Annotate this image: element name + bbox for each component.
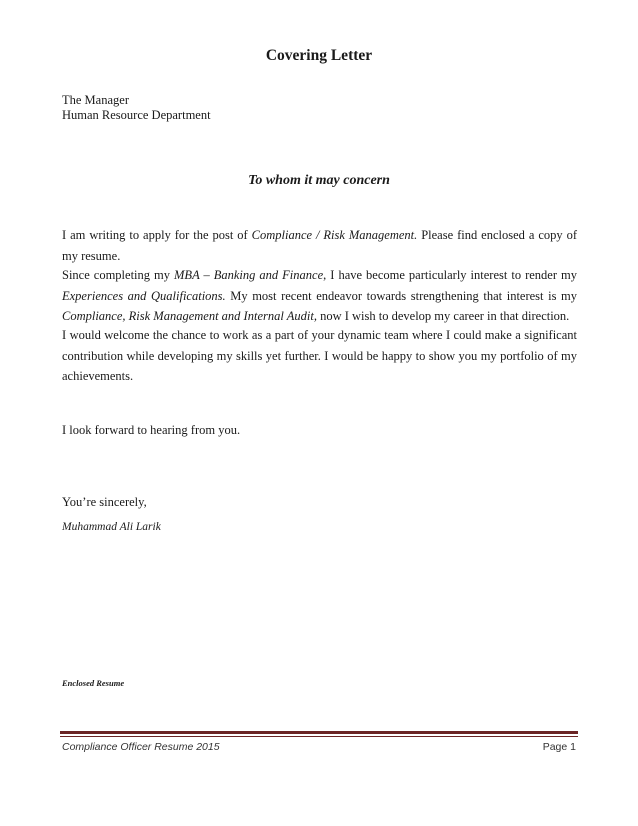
recipient-address [62,93,211,122]
paragraph-2-experiences: Experiences and Qualifications. [62,288,226,303]
footer-rule-thick [60,731,578,734]
paragraph-3: I would welcome the chance to work as a part of your dynamic team where I could make a significant contribution while developing my skills yet further. I would be happy to show you my portfolio of my achievements. [62,328,577,383]
footer-document-title: Compliance Officer Resume 2015 [62,741,220,753]
footer-rule-thin [60,736,578,737]
paragraph-2-degree: MBA – Banking and Finance [174,268,324,282]
paragraph-2-text-3: My most recent endeavor towards strengthening that interest is my [225,288,577,303]
paragraph-1-position: Compliance / Risk Management. [251,228,418,242]
paragraph-2-text-4: now I wish to develop my career in that direction. [316,309,570,323]
closing: You’re sincerely, [62,495,147,509]
paragraph-4: I look forward to hearing from you. [62,423,241,437]
salutation: To whom it may concern [248,173,390,188]
paragraph-1 [62,225,577,266]
letter-title: Covering Letter [265,47,373,64]
paragraph-2-text-1: Since completing my [62,268,175,282]
paragraph-1-text-1: I am writing to apply for the post of [62,228,252,242]
recipient-line-2: Human Resource Department [62,107,211,122]
paragraph-1-text-2: Please find enclosed a copy of my resume. [62,228,577,263]
paragraph-2-text-2: , I have become particularly interest to render my [323,268,577,282]
paragraph-2-fields: Compliance, Risk Management and Internal Audit, [62,309,317,323]
footer-page-number: Page 1 [542,741,576,753]
signature-name: Muhammad Ali Larik [62,521,161,533]
enclosed-note: Enclosed Resume [62,678,125,688]
paragraph-2 [62,265,577,327]
recipient-line-1: The Manager [62,93,129,107]
